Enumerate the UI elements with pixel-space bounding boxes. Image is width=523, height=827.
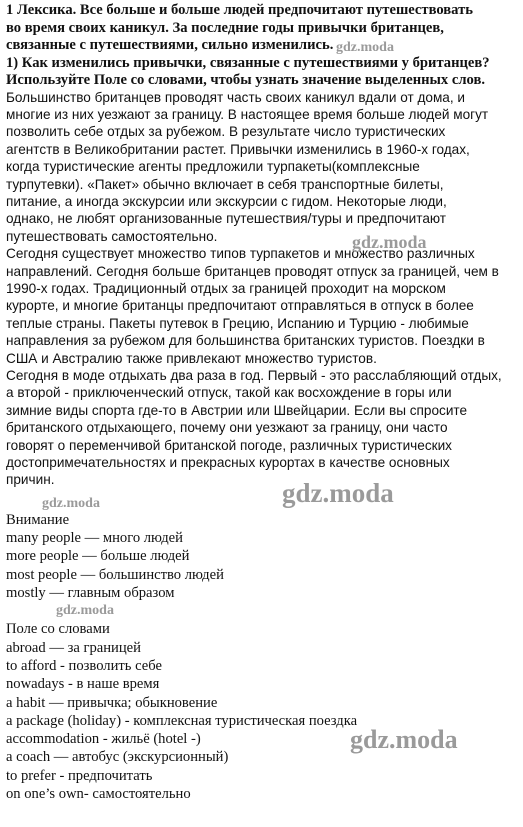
body-line: США и Австралию также привлекают множество туристов. — [6, 350, 377, 366]
attention-item: most people — большинство людей — [6, 566, 224, 583]
body-line: позволить себе отдых за рубежом. В результате число туристических — [6, 124, 446, 140]
body-line: 1990-х годах. Традиционный отдых за границей проходит на морском — [6, 280, 446, 296]
body-line: Большинство британцев проводят часть своих каникул вдали от дома, и — [6, 89, 466, 105]
wordbox-title: Поле со словами — [6, 621, 110, 638]
body-text — [6, 89, 517, 489]
wordbox-item: on one’s own- самостоятельно — [6, 786, 191, 802]
wordbox-list — [6, 639, 517, 804]
exercise-heading — [6, 2, 517, 55]
body-line: зимние виды спорта где-то в Австрии или Швейцарии. Если вы спросите — [6, 402, 468, 418]
body-line: теплые страны. Пакеты путевок в Грецию, Испанию и Турцию - любимые — [6, 315, 469, 331]
body-line: Сегодня в моде отдыхать два раза в год. Первый - это расслабляющий отдых, — [6, 368, 502, 383]
attention-block — [6, 511, 517, 602]
watermark: gdz.moda — [282, 478, 394, 508]
wordbox-block — [6, 620, 517, 803]
body-line: агентств в Великобритании растет. Привычки изменились в 1960-х годах, — [6, 141, 470, 157]
wordbox-item: to afford - позволить себе — [6, 657, 162, 674]
body-line: а второй - приключенческий отпуск, такой как восхождение в горы или — [6, 385, 452, 401]
question-line: 1) Как изменились привычки, связанные с путешествиями у британцев? — [6, 54, 490, 71]
heading-line: 1 Лексика. Все больше и больше людей предпочитают путешествовать — [6, 2, 473, 18]
body-line: направления за рубежом для большинства британских туристов. Поездки в — [6, 333, 485, 349]
body-line: говорят о переменчивой британской погоде, различных туристических — [6, 437, 452, 453]
attention-item: more people — больше людей — [6, 548, 190, 565]
body-line: Сегодня существует множество типов турпакетов и множество различных — [6, 246, 475, 262]
body-line: многие из них уезжают за границу. В настоящее время больше людей могут — [6, 106, 489, 122]
attention-item: mostly — главным образом — [6, 585, 175, 602]
question-line: Используйте Поле со словами, чтобы узнать значение выделенных слов. — [6, 71, 486, 88]
watermark: gdz.moda — [56, 603, 114, 618]
body-line: британского отдыхающего, почему они уезжают за границу, они часто — [6, 420, 448, 436]
body-line: путешествовать самостоятельно. — [6, 228, 218, 244]
heading-line: связанные с путешествиями, сильно изменились. — [6, 37, 334, 53]
question-block — [6, 55, 517, 89]
body-line: курорте, и многие британцы предпочитают отправляться в отпуск в более — [6, 298, 474, 314]
body-line: достопримечательностях и прекрасных курортах в качестве основных — [6, 455, 450, 471]
body-line: однако, не любят организованные путешествия/туры и предпочитают — [6, 211, 447, 227]
watermark: gdz.moda — [42, 496, 100, 511]
attention-item: many people — много людей — [6, 530, 183, 547]
body-line: турпутевки). «Пакет» обычно включает в себя транспортные билеты, — [6, 176, 444, 192]
wordbox-item: accommodation - жильё (hotel -) — [6, 731, 201, 748]
body-line: направлений. Сегодня больше британцев проводят отпуск за границей, чем в — [6, 263, 499, 279]
watermark: gdz.moda — [336, 40, 394, 55]
body-line: причин. — [6, 472, 55, 488]
watermark: gdz.moda — [352, 232, 427, 252]
body-line: когда туристические агенты предложили турпакеты(комплексные — [6, 159, 420, 175]
heading-line: во время своих каникул. За последние годы привычки британцев, — [6, 19, 444, 36]
wordbox-item: a habit — привычка; обыкновение — [6, 694, 218, 711]
body-line: питание, а иногда экскурсии или экскурсии с гидом. Некоторые люди, — [6, 193, 447, 209]
wordbox-item: to prefer - предпочитать — [6, 767, 153, 784]
watermark: gdz.moda — [350, 725, 458, 754]
wordbox-item: nowadays - в наше время — [6, 676, 160, 693]
attention-list — [6, 529, 517, 602]
wordbox-item: abroad — за границей — [6, 639, 141, 656]
wordbox-item: a coach — автобус (экскурсионный) — [6, 749, 229, 766]
wordbox-item: a package (holiday) - комплексная туристическая поездка — [6, 712, 358, 729]
attention-title: Внимание — [6, 511, 70, 528]
